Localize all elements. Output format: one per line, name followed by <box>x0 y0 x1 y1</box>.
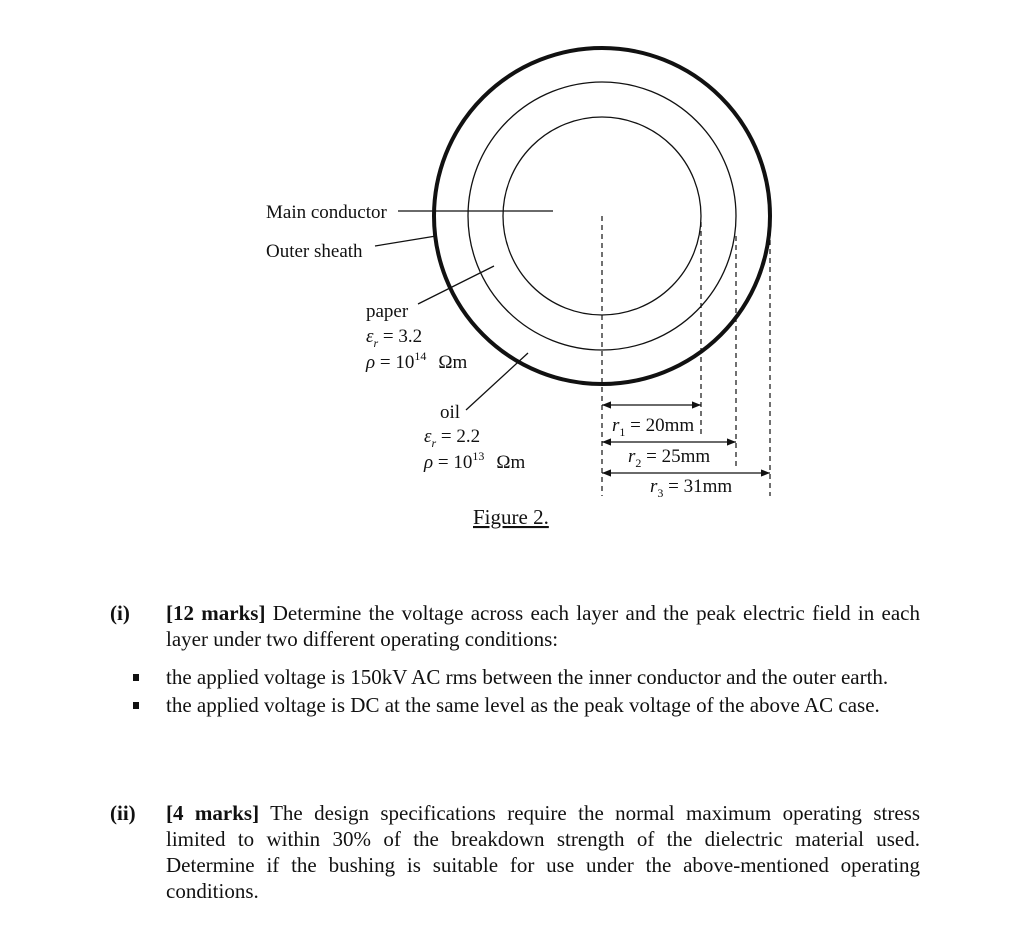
question-ii-number: (ii) <box>110 801 136 825</box>
question-ii-marks: [4 marks] <box>166 801 260 825</box>
question-ii <box>110 800 920 904</box>
r1-subscript: 1 <box>619 425 626 439</box>
oil-resistivity-exp: 13 <box>472 449 485 463</box>
paper-resistivity-unit: Ωm <box>438 352 468 373</box>
question-ii-text: The design specifications require the normal maximum operating stress limited to within 30% of the breakdown strength of the dielectric material used. Determine if the bushing is suitable for use under the above-mentioned operating conditions. <box>166 801 920 903</box>
r2-subscript: 2 <box>635 456 642 470</box>
question-i <box>110 600 920 720</box>
oil-label: oil <box>440 402 461 423</box>
bullet-icon <box>133 702 139 709</box>
oil-resistivity: $\rho = 10^{13}$ Ωm <box>424 449 526 473</box>
condition-dc-text: the applied voltage is DC at the same level as the peak voltage of the above AC case. <box>166 693 880 717</box>
paper-permittivity-value: 3.2 <box>398 326 423 347</box>
question-i-body <box>166 600 920 652</box>
list-item <box>166 664 920 690</box>
question-i-text: Determine the voltage across each layer and the peak electric field in each layer under two different operating conditions: <box>166 601 920 651</box>
question-ii-body <box>166 800 920 904</box>
question-i-number: (i) <box>110 601 130 625</box>
outer-sheath-label: Outer sheath <box>266 241 363 262</box>
bullet-icon <box>133 674 139 681</box>
paper-resistivity-base: 10 <box>395 352 415 373</box>
paper-permittivity: $\varepsilon_r = 3.2$ <box>366 326 423 350</box>
r3-label: $r_3 = 31mm$ <box>650 476 733 500</box>
main-conductor-label: Main conductor <box>266 202 387 223</box>
r2-label: $r_2 = 25mm$ <box>628 446 711 470</box>
paper-resistivity: $\rho = 10^{14}$ Ωm <box>366 349 468 373</box>
question-i-marks: [12 marks] <box>166 601 266 625</box>
condition-ac-text: the applied voltage is 150kV AC rms between the inner conductor and the outer earth. <box>166 665 889 689</box>
question-i-conditions <box>110 664 920 718</box>
list-item <box>166 692 920 718</box>
oil-resistivity-unit: Ωm <box>496 452 526 473</box>
r3-subscript: 3 <box>657 486 664 500</box>
oil-permittivity: $\varepsilon_r = 2.2$ <box>424 426 481 450</box>
outer-sheath-leader <box>375 236 436 246</box>
paper-label: paper <box>366 301 409 322</box>
r1-value: 20mm <box>645 415 695 436</box>
oil-leader <box>466 353 528 410</box>
oil-resistivity-base: 10 <box>453 452 473 473</box>
r1-label: $r_1 = 20mm$ <box>612 415 695 439</box>
paper-resistivity-exp: 14 <box>414 349 427 363</box>
r2-value: 25mm <box>661 446 711 467</box>
figure-caption: Figure 2. <box>473 505 549 529</box>
oil-permittivity-value: 2.2 <box>456 426 481 447</box>
r3-value: 31mm <box>683 476 733 497</box>
